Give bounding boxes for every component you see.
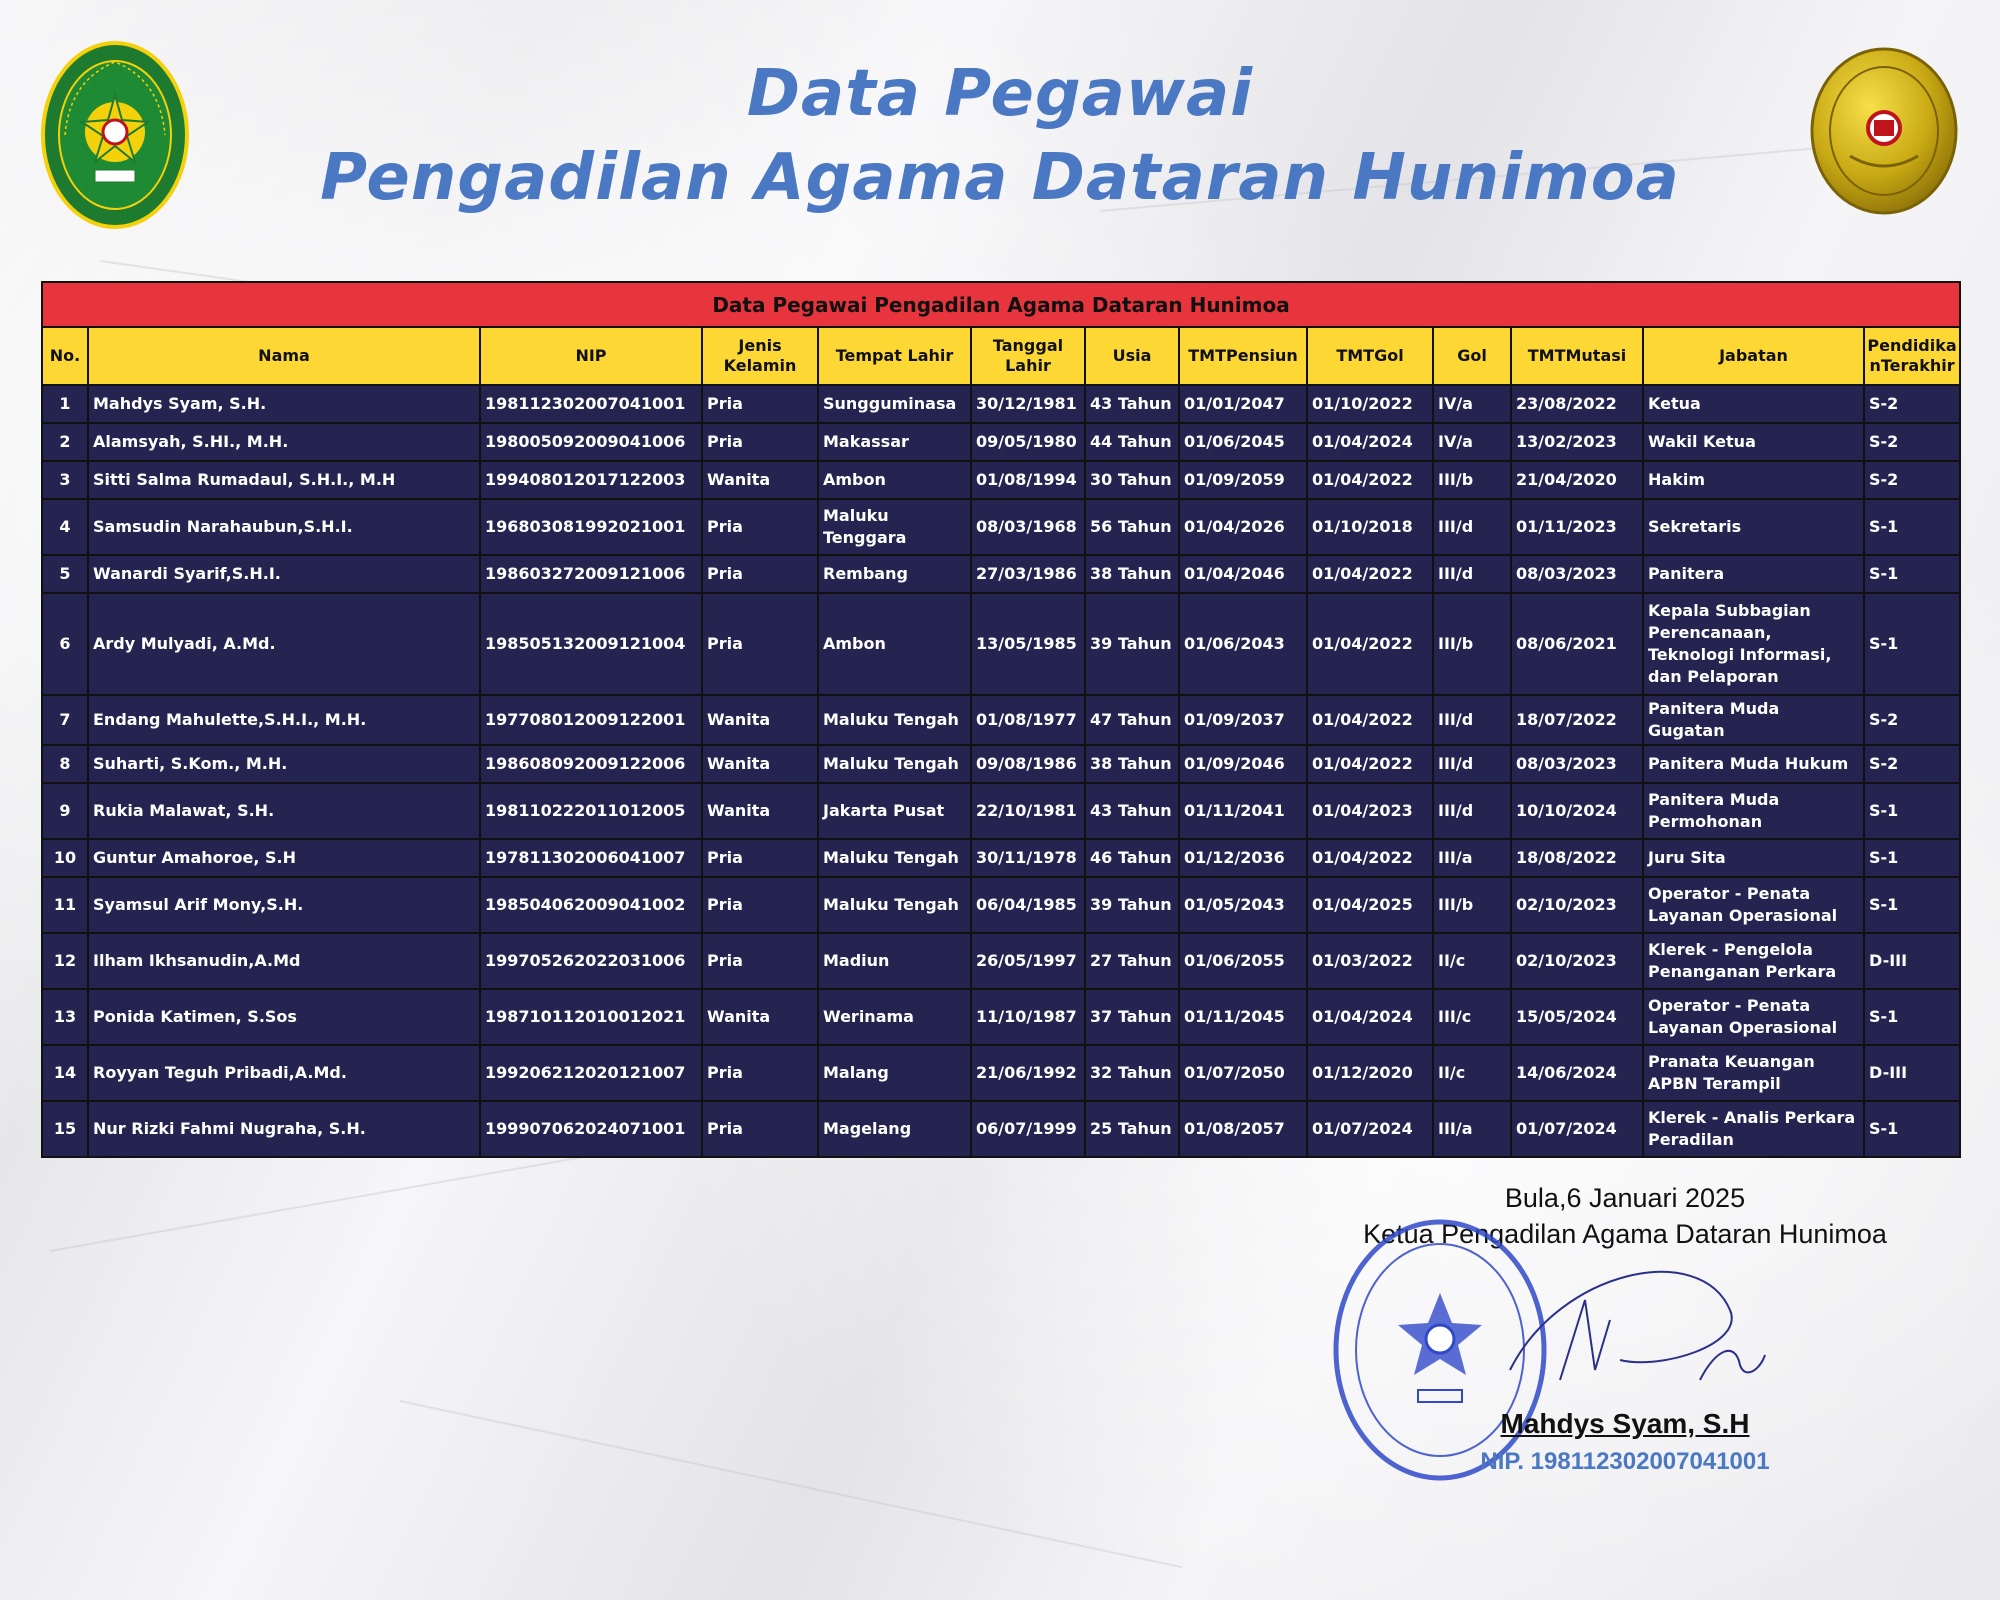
table-cell: S-2	[1864, 423, 1960, 461]
table-cell: 43 Tahun	[1085, 385, 1179, 423]
table-cell: Ambon	[818, 461, 971, 499]
table-row	[42, 461, 1960, 499]
table-row	[42, 1101, 1960, 1157]
table-cell: Madiun	[818, 933, 971, 989]
table-cell: 01/04/2022	[1307, 745, 1433, 783]
table-header-row	[42, 327, 1960, 385]
table-cell: Pria	[702, 1101, 818, 1157]
table-cell: 01/08/1994	[971, 461, 1085, 499]
employee-table-container	[41, 281, 1959, 1158]
table-row	[42, 695, 1960, 745]
table-cell: Pria	[702, 933, 818, 989]
table-cell: 01/11/2041	[1179, 783, 1307, 839]
table-row	[42, 877, 1960, 933]
table-row	[42, 499, 1960, 555]
table-cell: Pria	[702, 839, 818, 877]
table-cell: Maluku Tengah	[818, 745, 971, 783]
table-row	[42, 933, 1960, 989]
table-cell: S-1	[1864, 499, 1960, 555]
table-cell: 01/10/2018	[1307, 499, 1433, 555]
column-header: TMTMutasi	[1511, 327, 1643, 385]
table-cell: 01/04/2026	[1179, 499, 1307, 555]
table-cell: 8	[42, 745, 88, 783]
table-cell: Wanita	[702, 461, 818, 499]
table-cell: Ilham Ikhsanudin,A.Md	[88, 933, 480, 989]
table-cell: Pria	[702, 593, 818, 695]
table-cell: 3	[42, 461, 88, 499]
table-cell: Panitera	[1643, 555, 1864, 593]
table-cell: 08/03/1968	[971, 499, 1085, 555]
table-cell: 46 Tahun	[1085, 839, 1179, 877]
table-cell: 01/04/2022	[1307, 461, 1433, 499]
table-cell: Sitti Salma Rumadaul, S.H.I., M.H	[88, 461, 480, 499]
table-cell: 13/02/2023	[1511, 423, 1643, 461]
table-cell: 198005092009041006	[480, 423, 702, 461]
paper-crease	[400, 1400, 1183, 1568]
table-cell: Alamsyah, S.HI., M.H.	[88, 423, 480, 461]
table-cell: 21/06/1992	[971, 1045, 1085, 1101]
table-cell: 01/05/2043	[1179, 877, 1307, 933]
table-cell: D-III	[1864, 933, 1960, 989]
table-row	[42, 783, 1960, 839]
table-cell: III/b	[1433, 877, 1511, 933]
table-cell: 198110222011012005	[480, 783, 702, 839]
table-cell: Samsudin Narahaubun,S.H.I.	[88, 499, 480, 555]
table-cell: 06/04/1985	[971, 877, 1085, 933]
table-cell: Klerek - Pengelola Penanganan Perkara	[1643, 933, 1864, 989]
table-cell: 39 Tahun	[1085, 877, 1179, 933]
table-cell: II/c	[1433, 1045, 1511, 1101]
handwritten-signature-icon	[1500, 1250, 1800, 1410]
signer-nip: NIP. 198112302007041001	[1480, 1448, 1770, 1475]
table-cell: Operator - Penata Layanan Operasional	[1643, 989, 1864, 1045]
table-cell: D-III	[1864, 1045, 1960, 1101]
column-header: No.	[42, 327, 88, 385]
table-cell: 199206212020121007	[480, 1045, 702, 1101]
table-cell: IV/a	[1433, 385, 1511, 423]
table-cell: 09/08/1986	[971, 745, 1085, 783]
table-cell: 01/06/2045	[1179, 423, 1307, 461]
table-cell: 06/07/1999	[971, 1101, 1085, 1157]
table-cell: Rembang	[818, 555, 971, 593]
table-cell: 39 Tahun	[1085, 593, 1179, 695]
column-header: Nama	[88, 327, 480, 385]
table-cell: 08/03/2023	[1511, 745, 1643, 783]
table-cell: 38 Tahun	[1085, 555, 1179, 593]
signer-name: Mahdys Syam, S.H	[1500, 1408, 1750, 1439]
table-cell: S-1	[1864, 783, 1960, 839]
table-cell: 22/10/1981	[971, 783, 1085, 839]
table-cell: Mahdys Syam, S.H.	[88, 385, 480, 423]
table-cell: III/a	[1433, 1101, 1511, 1157]
table-cell: III/b	[1433, 593, 1511, 695]
table-cell: S-1	[1864, 593, 1960, 695]
table-cell: Wanita	[702, 745, 818, 783]
table-cell: Hakim	[1643, 461, 1864, 499]
table-cell: 30/11/1978	[971, 839, 1085, 877]
table-cell: 11/10/1987	[971, 989, 1085, 1045]
title-line-1: Data Pegawai	[746, 57, 1254, 131]
table-cell: 15	[42, 1101, 88, 1157]
table-cell: 01/09/2046	[1179, 745, 1307, 783]
table-cell: Ketua	[1643, 385, 1864, 423]
table-cell: 01/10/2022	[1307, 385, 1433, 423]
table-cell: Makassar	[818, 423, 971, 461]
table-cell: 199907062024071001	[480, 1101, 702, 1157]
table-cell: 01/09/2037	[1179, 695, 1307, 745]
table-cell: Panitera Muda Gugatan	[1643, 695, 1864, 745]
table-cell: 01/04/2022	[1307, 695, 1433, 745]
column-header: TMTGol	[1307, 327, 1433, 385]
table-cell: Wanardi Syarif,S.H.I.	[88, 555, 480, 593]
table-cell: 197811302006041007	[480, 839, 702, 877]
table-cell: 01/09/2059	[1179, 461, 1307, 499]
table-cell: Pranata Keuangan APBN Terampil	[1643, 1045, 1864, 1101]
table-cell: 38 Tahun	[1085, 745, 1179, 783]
signature-place-date: Bula,6 Januari 2025	[1504, 1183, 1746, 1213]
table-cell: Pria	[702, 1045, 818, 1101]
table-row	[42, 839, 1960, 877]
table-cell: 25 Tahun	[1085, 1101, 1179, 1157]
table-cell: 02/10/2023	[1511, 877, 1643, 933]
table-row	[42, 593, 1960, 695]
table-cell: 30 Tahun	[1085, 461, 1179, 499]
table-cell: 26/05/1997	[971, 933, 1085, 989]
table-cell: 10	[42, 839, 88, 877]
table-cell: S-2	[1864, 385, 1960, 423]
table-caption: Data Pegawai Pengadilan Agama Dataran Hunimoa	[42, 282, 1960, 327]
table-cell: 9	[42, 783, 88, 839]
table-cell: 196803081992021001	[480, 499, 702, 555]
table-cell: 199408012017122003	[480, 461, 702, 499]
table-cell: 1	[42, 385, 88, 423]
table-cell: Pria	[702, 423, 818, 461]
table-cell: Juru Sita	[1643, 839, 1864, 877]
table-cell: Rukia Malawat, S.H.	[88, 783, 480, 839]
table-cell: Wanita	[702, 989, 818, 1045]
table-cell: 01/12/2036	[1179, 839, 1307, 877]
table-cell: S-1	[1864, 1101, 1960, 1157]
table-cell: Kepala Subbagian Perencanaan, Teknologi Informasi, dan Pelaporan	[1643, 593, 1864, 695]
table-cell: 01/04/2024	[1307, 423, 1433, 461]
table-cell: III/c	[1433, 989, 1511, 1045]
table-cell: S-1	[1864, 839, 1960, 877]
table-cell: 198608092009122006	[480, 745, 702, 783]
table-cell: Maluku Tenggara	[818, 499, 971, 555]
employee-table	[41, 281, 1961, 1158]
table-cell: S-2	[1864, 461, 1960, 499]
table-cell: S-1	[1864, 877, 1960, 933]
table-cell: S-2	[1864, 745, 1960, 783]
table-cell: 27 Tahun	[1085, 933, 1179, 989]
table-cell: Jakarta Pusat	[818, 783, 971, 839]
table-cell: 01/04/2022	[1307, 593, 1433, 695]
table-cell: 01/12/2020	[1307, 1045, 1433, 1101]
table-cell: Malang	[818, 1045, 971, 1101]
table-cell: 01/04/2025	[1307, 877, 1433, 933]
table-cell: S-1	[1864, 555, 1960, 593]
table-cell: 198112302007041001	[480, 385, 702, 423]
title-line-2: Pengadilan Agama Dataran Hunimoa	[320, 141, 1680, 215]
table-cell: IV/a	[1433, 423, 1511, 461]
table-cell: 01/11/2045	[1179, 989, 1307, 1045]
table-cell: 12	[42, 933, 88, 989]
table-cell: 23/08/2022	[1511, 385, 1643, 423]
table-cell: III/d	[1433, 695, 1511, 745]
table-row	[42, 423, 1960, 461]
table-cell: Sungguminasa	[818, 385, 971, 423]
table-cell: 2	[42, 423, 88, 461]
table-cell: Royyan Teguh Pribadi,A.Md.	[88, 1045, 480, 1101]
column-header: Tanggal Lahir	[971, 327, 1085, 385]
table-cell: 4	[42, 499, 88, 555]
table-cell: 01/08/1977	[971, 695, 1085, 745]
table-cell: 5	[42, 555, 88, 593]
table-cell: 197708012009122001	[480, 695, 702, 745]
table-cell: Nur Rizki Fahmi Nugraha, S.H.	[88, 1101, 480, 1157]
table-cell: 01/04/2024	[1307, 989, 1433, 1045]
table-cell: 11	[42, 877, 88, 933]
table-cell: Klerek - Analis Perkara Peradilan	[1643, 1101, 1864, 1157]
table-row	[42, 1045, 1960, 1101]
table-cell: 198505132009121004	[480, 593, 702, 695]
table-cell: 32 Tahun	[1085, 1045, 1179, 1101]
table-cell: 08/03/2023	[1511, 555, 1643, 593]
table-cell: Pria	[702, 385, 818, 423]
table-cell: 18/07/2022	[1511, 695, 1643, 745]
table-cell: III/a	[1433, 839, 1511, 877]
table-cell: Maluku Tengah	[818, 695, 971, 745]
table-cell: 01/04/2046	[1179, 555, 1307, 593]
table-cell: Pria	[702, 499, 818, 555]
table-cell: 37 Tahun	[1085, 989, 1179, 1045]
table-cell: S-1	[1864, 989, 1960, 1045]
page-title	[0, 52, 2000, 220]
table-cell: 01/07/2024	[1307, 1101, 1433, 1157]
table-cell: 198603272009121006	[480, 555, 702, 593]
table-cell: Ardy Mulyadi, A.Md.	[88, 593, 480, 695]
table-cell: 44 Tahun	[1085, 423, 1179, 461]
table-cell: 01/03/2022	[1307, 933, 1433, 989]
table-cell: 198504062009041002	[480, 877, 702, 933]
table-row	[42, 745, 1960, 783]
table-cell: Guntur Amahoroe, S.H	[88, 839, 480, 877]
table-cell: 10/10/2024	[1511, 783, 1643, 839]
table-cell: 09/05/1980	[971, 423, 1085, 461]
table-cell: 7	[42, 695, 88, 745]
table-cell: 27/03/1986	[971, 555, 1085, 593]
table-cell: 01/01/2047	[1179, 385, 1307, 423]
table-cell: Maluku Tengah	[818, 839, 971, 877]
table-cell: 21/04/2020	[1511, 461, 1643, 499]
table-cell: III/b	[1433, 461, 1511, 499]
table-cell: 30/12/1981	[971, 385, 1085, 423]
table-cell: 01/04/2022	[1307, 555, 1433, 593]
table-cell: Wanita	[702, 783, 818, 839]
table-cell: S-2	[1864, 695, 1960, 745]
table-row	[42, 385, 1960, 423]
column-header: Jabatan	[1643, 327, 1864, 385]
table-cell: Wakil Ketua	[1643, 423, 1864, 461]
table-cell: 08/06/2021	[1511, 593, 1643, 695]
table-cell: III/d	[1433, 555, 1511, 593]
table-cell: 01/04/2023	[1307, 783, 1433, 839]
table-cell: Maluku Tengah	[818, 877, 971, 933]
table-cell: 43 Tahun	[1085, 783, 1179, 839]
table-cell: Pria	[702, 877, 818, 933]
table-row	[42, 989, 1960, 1045]
table-cell: Ambon	[818, 593, 971, 695]
table-cell: 01/11/2023	[1511, 499, 1643, 555]
table-cell: Pria	[702, 555, 818, 593]
column-header: PendidikanTerakhir	[1864, 327, 1960, 385]
table-cell: 18/08/2022	[1511, 839, 1643, 877]
table-cell: 6	[42, 593, 88, 695]
column-header: Gol	[1433, 327, 1511, 385]
table-cell: Ponida Katimen, S.Sos	[88, 989, 480, 1045]
table-cell: 01/08/2057	[1179, 1101, 1307, 1157]
column-header: Tempat Lahir	[818, 327, 971, 385]
table-cell: Sekretaris	[1643, 499, 1864, 555]
table-cell: II/c	[1433, 933, 1511, 989]
table-cell: 01/07/2050	[1179, 1045, 1307, 1101]
table-cell: 198710112010012021	[480, 989, 702, 1045]
table-cell: Suharti, S.Kom., M.H.	[88, 745, 480, 783]
table-cell: Werinama	[818, 989, 971, 1045]
table-cell: Panitera Muda Hukum	[1643, 745, 1864, 783]
table-cell: Wanita	[702, 695, 818, 745]
table-cell: 56 Tahun	[1085, 499, 1179, 555]
table-cell: Magelang	[818, 1101, 971, 1157]
table-cell: III/d	[1433, 783, 1511, 839]
table-cell: 02/10/2023	[1511, 933, 1643, 989]
table-body	[42, 385, 1960, 1157]
column-header: NIP	[480, 327, 702, 385]
table-cell: 14	[42, 1045, 88, 1101]
table-cell: 15/05/2024	[1511, 989, 1643, 1045]
table-cell: 13	[42, 989, 88, 1045]
table-cell: 199705262022031006	[480, 933, 702, 989]
column-header: Jenis Kelamin	[702, 327, 818, 385]
table-cell: 01/04/2022	[1307, 839, 1433, 877]
table-cell: 47 Tahun	[1085, 695, 1179, 745]
table-cell: 01/07/2024	[1511, 1101, 1643, 1157]
table-cell: 13/05/1985	[971, 593, 1085, 695]
column-header: TMTPensiun	[1179, 327, 1307, 385]
table-cell: III/d	[1433, 745, 1511, 783]
column-header: Usia	[1085, 327, 1179, 385]
table-cell: 01/06/2043	[1179, 593, 1307, 695]
table-cell: 14/06/2024	[1511, 1045, 1643, 1101]
table-cell: 01/06/2055	[1179, 933, 1307, 989]
table-row	[42, 555, 1960, 593]
table-cell: Panitera Muda Permohonan	[1643, 783, 1864, 839]
table-cell: III/d	[1433, 499, 1511, 555]
signature-position: Ketua Pengadilan Agama Dataran Hunimoa	[1363, 1219, 1887, 1249]
table-cell: Syamsul Arif Mony,S.H.	[88, 877, 480, 933]
table-cell: Endang Mahulette,S.H.I., M.H.	[88, 695, 480, 745]
table-cell: Operator - Penata Layanan Operasional	[1643, 877, 1864, 933]
